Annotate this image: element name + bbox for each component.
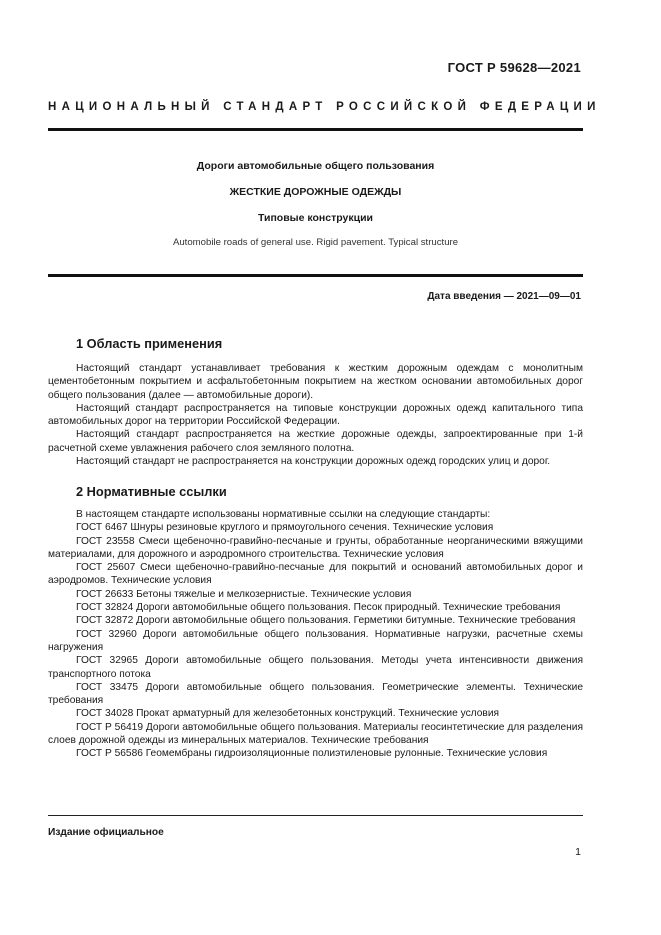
reference-item: ГОСТ Р 56586 Геомембраны гидроизоляционные полиэтиленовые рулонные. Технические условия <box>76 748 548 760</box>
section-2-body <box>48 508 583 761</box>
section-1-paragraph: Настоящий стандарт не распространяется на конструкции дорожных одежд городских улиц и дорог. <box>76 456 551 468</box>
reference-item: ГОСТ 6467 Шнуры резиновые круглого и прямоугольного сечения. Технические условия <box>76 522 494 534</box>
reference-item: ГОСТ 33475 Дороги автомобильные общего пользования. Геометрические элементы. Технические требования <box>48 681 583 707</box>
introduction-date: Дата введения — 2021—09—01 <box>427 291 581 302</box>
reference-item: В настоящем стандарте использованы нормативные ссылки на следующие стандарты: <box>76 509 491 520</box>
page-number: 1 <box>575 846 581 858</box>
reference-item: ГОСТ 34028 Прокат арматурный для железобетонных конструкций. Технические условия <box>76 708 500 720</box>
title-rule <box>48 274 583 277</box>
reference-item: ГОСТ 32965 Дороги автомобильные общего пользования. Методы учета интенсивности движения транспортного потока <box>48 655 583 680</box>
document-number: ГОСТ Р 59628—2021 <box>447 60 581 75</box>
section-2-title: 2 Нормативные ссылки <box>76 484 227 499</box>
reference-item: ГОСТ 32872 Дороги автомобильные общего пользования. Герметики битумные. Технические требования <box>76 615 576 627</box>
reference-item: ГОСТ 26633 Бетоны тяжелые и мелкозернистые. Технические условия <box>76 588 412 600</box>
reference-item: ГОСТ 32824 Дороги автомобильные общего пользования. Песок природный. Технические требования <box>76 602 561 614</box>
title-line-3: Типовые конструкции <box>258 212 373 224</box>
title-line-1: Дороги автомобильные общего пользования <box>196 160 435 172</box>
reference-item: ГОСТ Р 56419 Дороги автомобильные общего пользования. Материалы геосинтетические для разделения слоев дорожной одежды из минеральных материалов. Технические требования <box>48 721 583 747</box>
title-english: Automobile roads of general use. Rigid pavement. Typical structure <box>172 237 459 248</box>
section-1-title: 1 Область применения <box>76 336 223 351</box>
title-line-2: ЖЕСТКИЕ ДОРОЖНЫЕ ОДЕЖДЫ <box>229 186 402 198</box>
section-1-paragraph: Настоящий стандарт устанавливает требования к жестким дорожным одеждам с монолитным цементобетонным покрытием и асфальтобетонным покрытием на жестком основании автомобильных дорог общего пользования (далее — автомобильные дороги). <box>48 363 583 401</box>
footer-rule <box>48 815 583 816</box>
section-1-body <box>48 362 583 468</box>
reference-item: ГОСТ 32960 Дороги автомобильные общего пользования. Нормативные нагрузки, расчетные схемы нагружения <box>48 628 583 653</box>
reference-item: ГОСТ 23558 Смеси щебеночно-гравийно-песчаные и грунты, обработанные неорганическими вяжущими материалами, для дорожного и аэродромного строительства. Технические условия <box>48 535 583 560</box>
section-1-paragraph: Настоящий стандарт распространяется на жесткие дорожные одежды, запроектированные при 1-й расчетной схеме увлажнения рабочего слоя земляного полотна. <box>48 429 583 454</box>
reference-item: ГОСТ 25607 Смеси щебеночно-гравийно-песчаные для покрытий и оснований автомобильных дорог и аэродромов. Технические условия <box>48 562 583 587</box>
header-rule <box>48 128 583 131</box>
national-standard-heading: НАЦИОНАЛЬНЫЙ СТАНДАРТ РОССИЙСКОЙ ФЕДЕРАЦИИ <box>48 101 601 113</box>
section-1-paragraph: Настоящий стандарт распространяется на типовые конструкции дорожных одежд капитального типа автомобильных дорог на территории Российской Федерации. <box>48 402 583 428</box>
official-edition-label: Издание официальное <box>48 827 164 838</box>
